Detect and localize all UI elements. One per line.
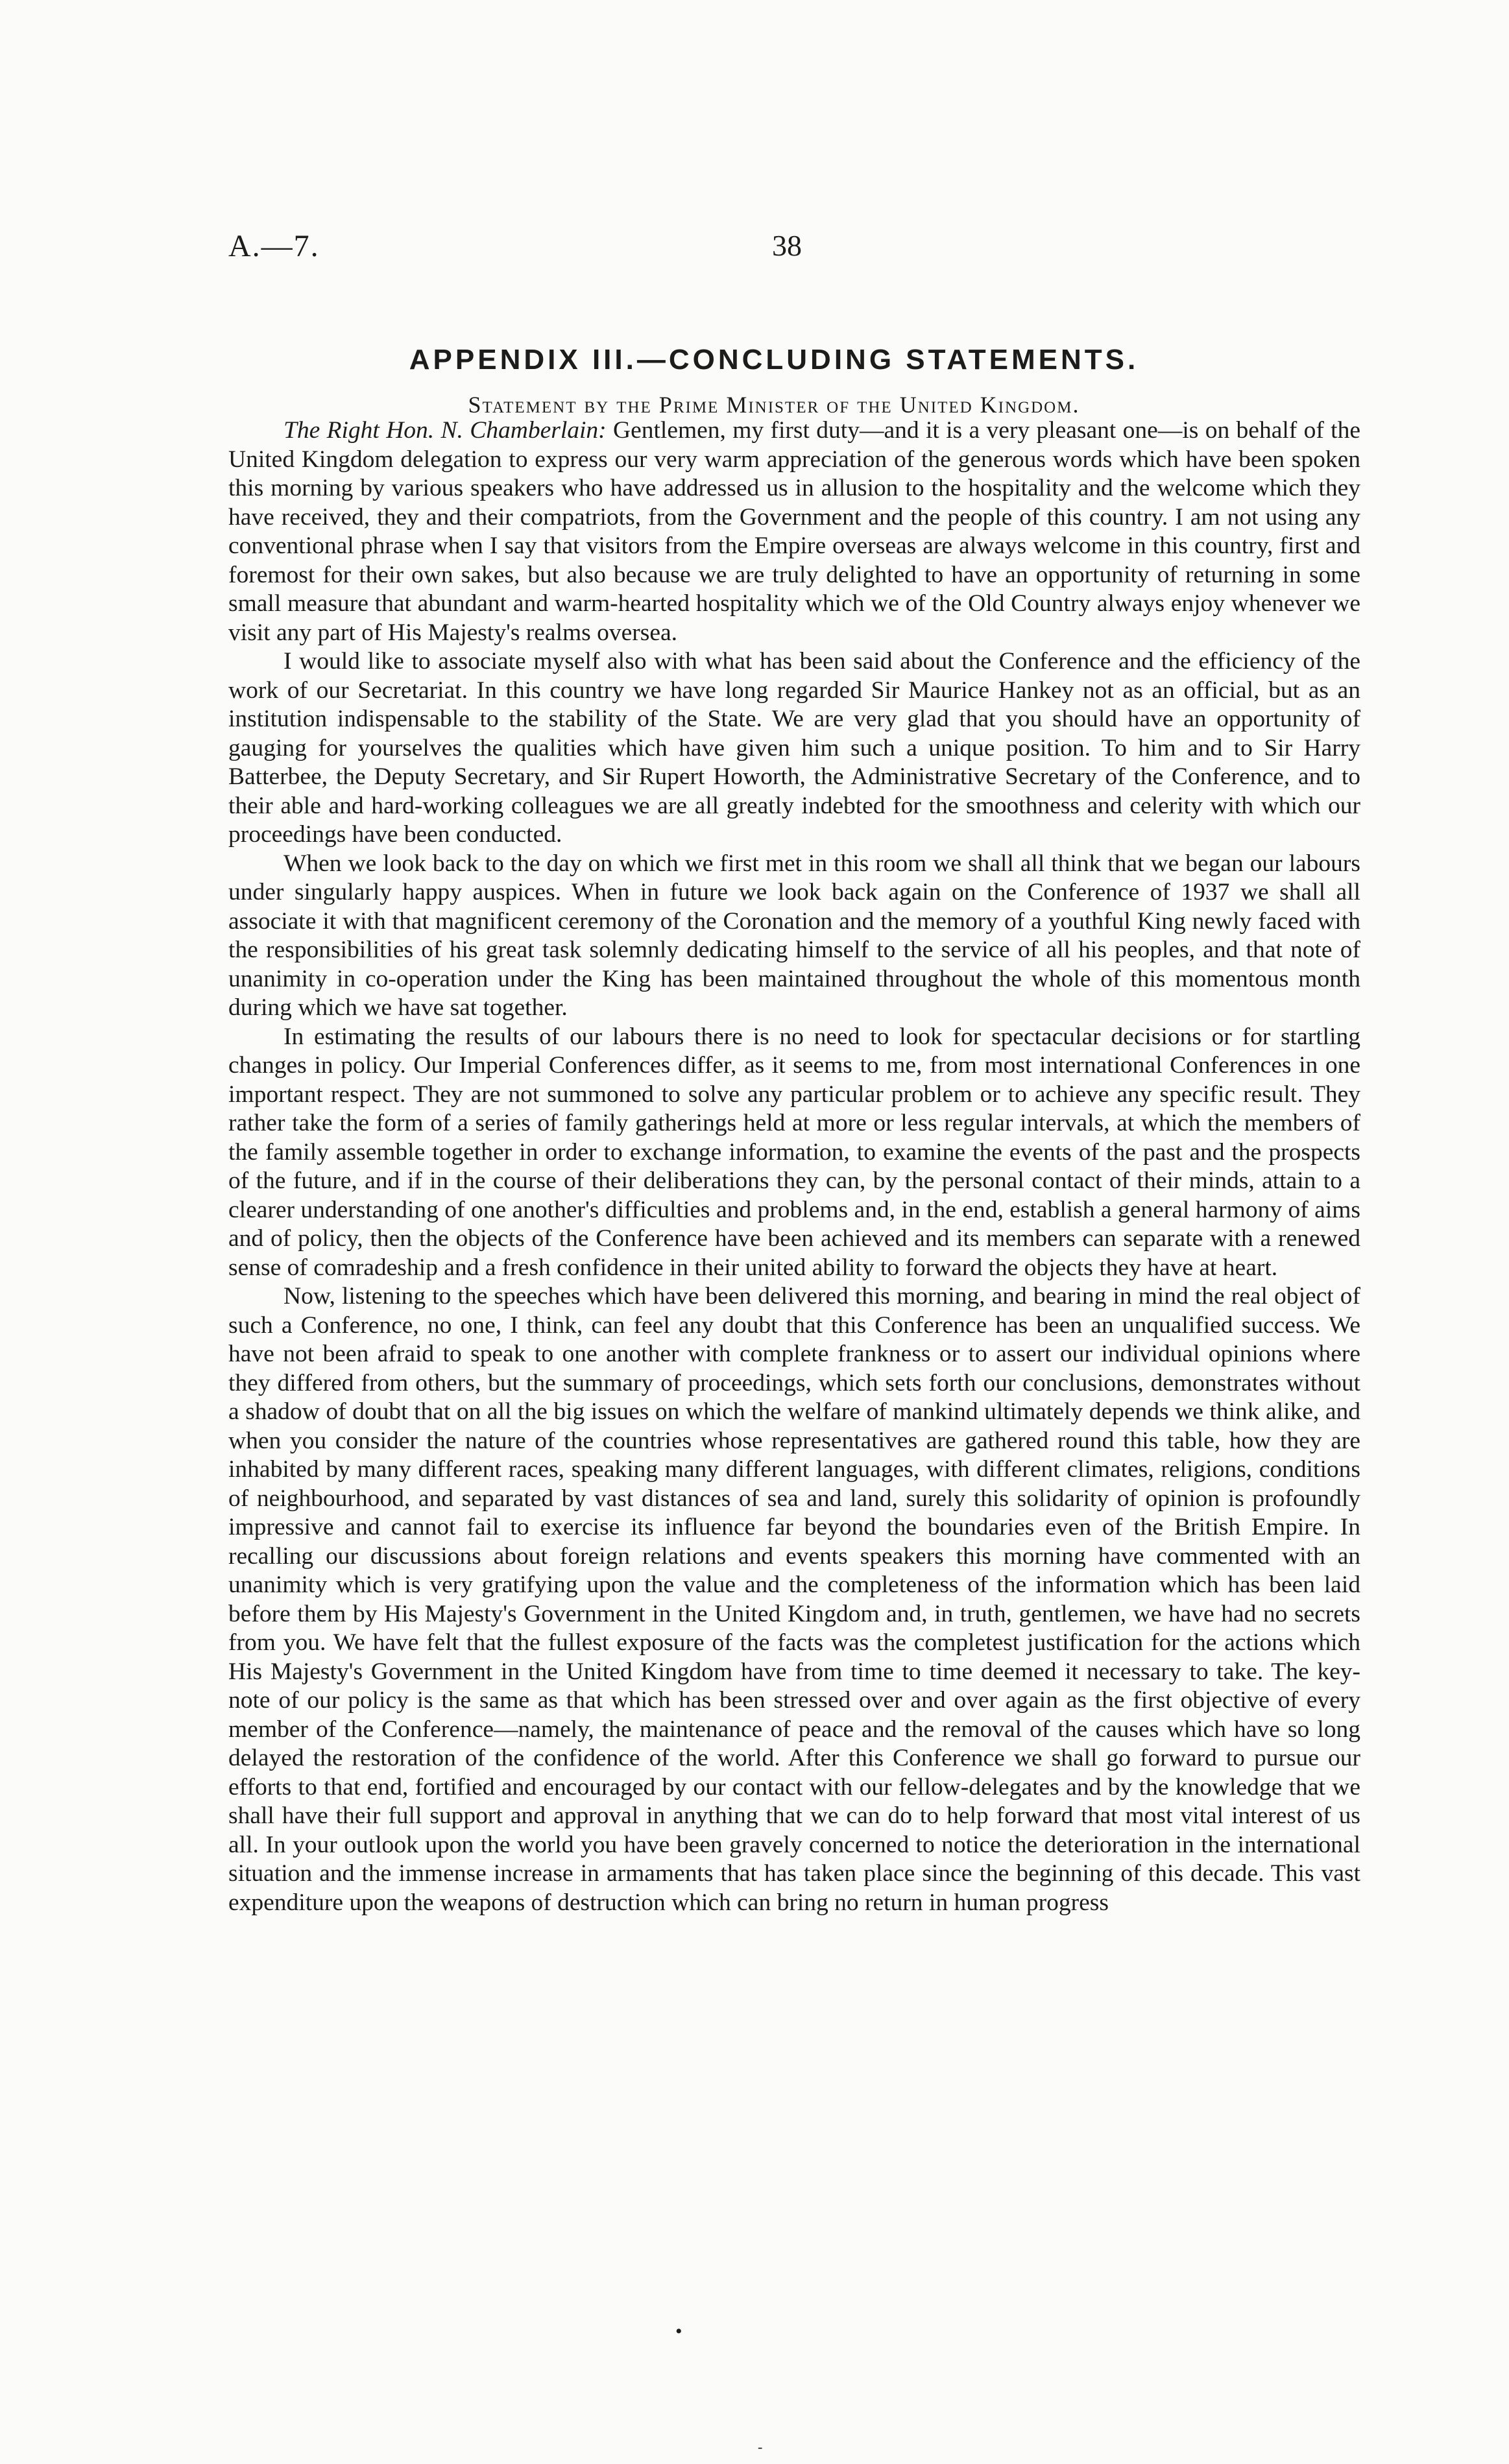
page-number: 38 bbox=[772, 229, 802, 262]
paragraph-4: In estimating the results of our labours there is no need to look for spectacular decisions or for startling changes in policy. Our Imperial Conferences differ, as it seems to me, from most international Conferences in one important respect. They are not summoned to solve any particular problem or to achieve any specific result. They rather take the form of a series of family gatherings held at more or less regular intervals, at which the members of the family assemble together in order to exchange information, to examine the events of the past and the prospects of the future, and if in the course of their deliberations they can, by the personal contact of their minds, attain to a clearer understanding of one another's difficulties and problems and, in the end, establish a general harmony of aims and of policy, then the objects of the Conference have been achieved and its members can separate with a renewed sense of comradeship and a fresh confidence in their united ability to forward the objects they have at heart. bbox=[228, 1023, 1360, 1281]
speaker-name: The Right Hon. N. Chamberlain: bbox=[284, 417, 607, 444]
paragraph-2: I would like to associate myself also with what has been said about the Conference and the efficiency of the work of our Secretariat. In this country we have long regarded Sir Maurice Hankey not as an official, but as an institution indispensable to the stability of the State. We are very glad that you should have an opportunity of gauging for yourselves the qualities which have given him such a unique position. To him and to Sir Harry Batterbee, the Deputy Secretary, and Sir Rupert Howorth, the Administrative Secretary of the Conference, and to their able and hard-working colleagues we are all greatly indebted for the smoothness and celerity with which our proceedings have been conducted. bbox=[228, 648, 1360, 848]
paragraph-1-text: Gentlemen, my first duty—and it is a very pleasant one—is on behalf of the United Kingdom delegation to express our very warm appreciation of the generous words which have been spoken this morning by various speakers who have addressed us in allusion to the hospitality and the welcome which they have received, they and their compatriots, from the Government and the people of this country. I am not using any conventional phrase when I say that visitors from the Empire overseas are always welcome in this country, first and foremost for their own sakes, but also because we are truly delighted to have an opportunity of returning in some small measure that abundant and warm-hearted hospitality which we of the Old Country always enjoy whenever we visit any part of His Majesty's realms oversea. bbox=[228, 417, 1360, 646]
paragraph-1 bbox=[228, 416, 1360, 647]
footer-mark-small: - bbox=[758, 2439, 763, 2455]
body-text bbox=[228, 416, 1360, 1917]
appendix-heading: APPENDIX III.—CONCLUDING STATEMENTS. bbox=[409, 344, 1139, 376]
document-reference: A.—7. bbox=[228, 229, 320, 263]
footer-mark: • bbox=[675, 2321, 682, 2342]
paragraph-5: Now, listening to the speeches which have been delivered this morning, and bearing in mind the real object of such a Conference, no one, I think, can feel any doubt that this Conference has been an unqualified success. We have not been afraid to speak to one another with complete frankness or to assert our individual opinions where they differed from others, but the summary of proceedings, which sets forth our conclusions, demonstrates without a shadow of doubt that on all the big issues on which the welfare of mankind ultimately depends we think alike, and when you consider the nature of the countries whose representatives are gathered round this table, how they are inhabited by many different races, speaking many different languages, with different climates, religions, conditions of neighbourhood, and separated by vast distances of sea and land, surely this solidarity of opinion is profoundly impressive and cannot fail to exercise its influence far beyond the boundaries even of the British Empire. In recalling our discussions about foreign relations and events speakers this morning have commented with an unanimity which is very gratifying upon the value and the completeness of the information which has been laid before them by His Majesty's Government in the United Kingdom and, in truth, gentlemen, we have had no secrets from you. We have felt that the fullest exposure of the facts was the completest justification for the actions which His Majesty's Government in the United Kingdom have from time to time deemed it necessary to take. The key-note of our policy is the same as that which has been stressed over and over again as the first objective of every member of the Conference—namely, the maintenance of peace and the removal of the causes which have so long delayed the restoration of the confidence of the world. After this Conference we shall go forward to pursue our efforts to that end, fortified and encouraged by our contact with our fellow-delegates and by the knowledge that we shall have their full support and approval in anything that we can do to help forward that most vital interest of us all. In your outlook upon the world you have been gravely concerned to notice the deterioration in the international situation and the immense increase in armaments that has taken place since the beginning of this decade. This vast expenditure upon the weapons of destruction which can bring no return in human progress bbox=[228, 1283, 1360, 1916]
statement-subheading: Statement by the Prime Minister of the United Kingdom. bbox=[468, 392, 1080, 418]
paragraph-3: When we look back to the day on which we first met in this room we shall all think that we began our labours under singularly happy auspices. When in future we look back again on the Conference of 1937 we shall all associate it with that magnificent ceremony of the Coronation and the memory of a youthful King newly faced with the responsibilities of his great task solemnly dedicating himself to the service of all his peoples, and that note of unanimity in co-operation under the King has been maintained throughout the whole of this momentous month during which we have sat together. bbox=[228, 850, 1360, 1021]
